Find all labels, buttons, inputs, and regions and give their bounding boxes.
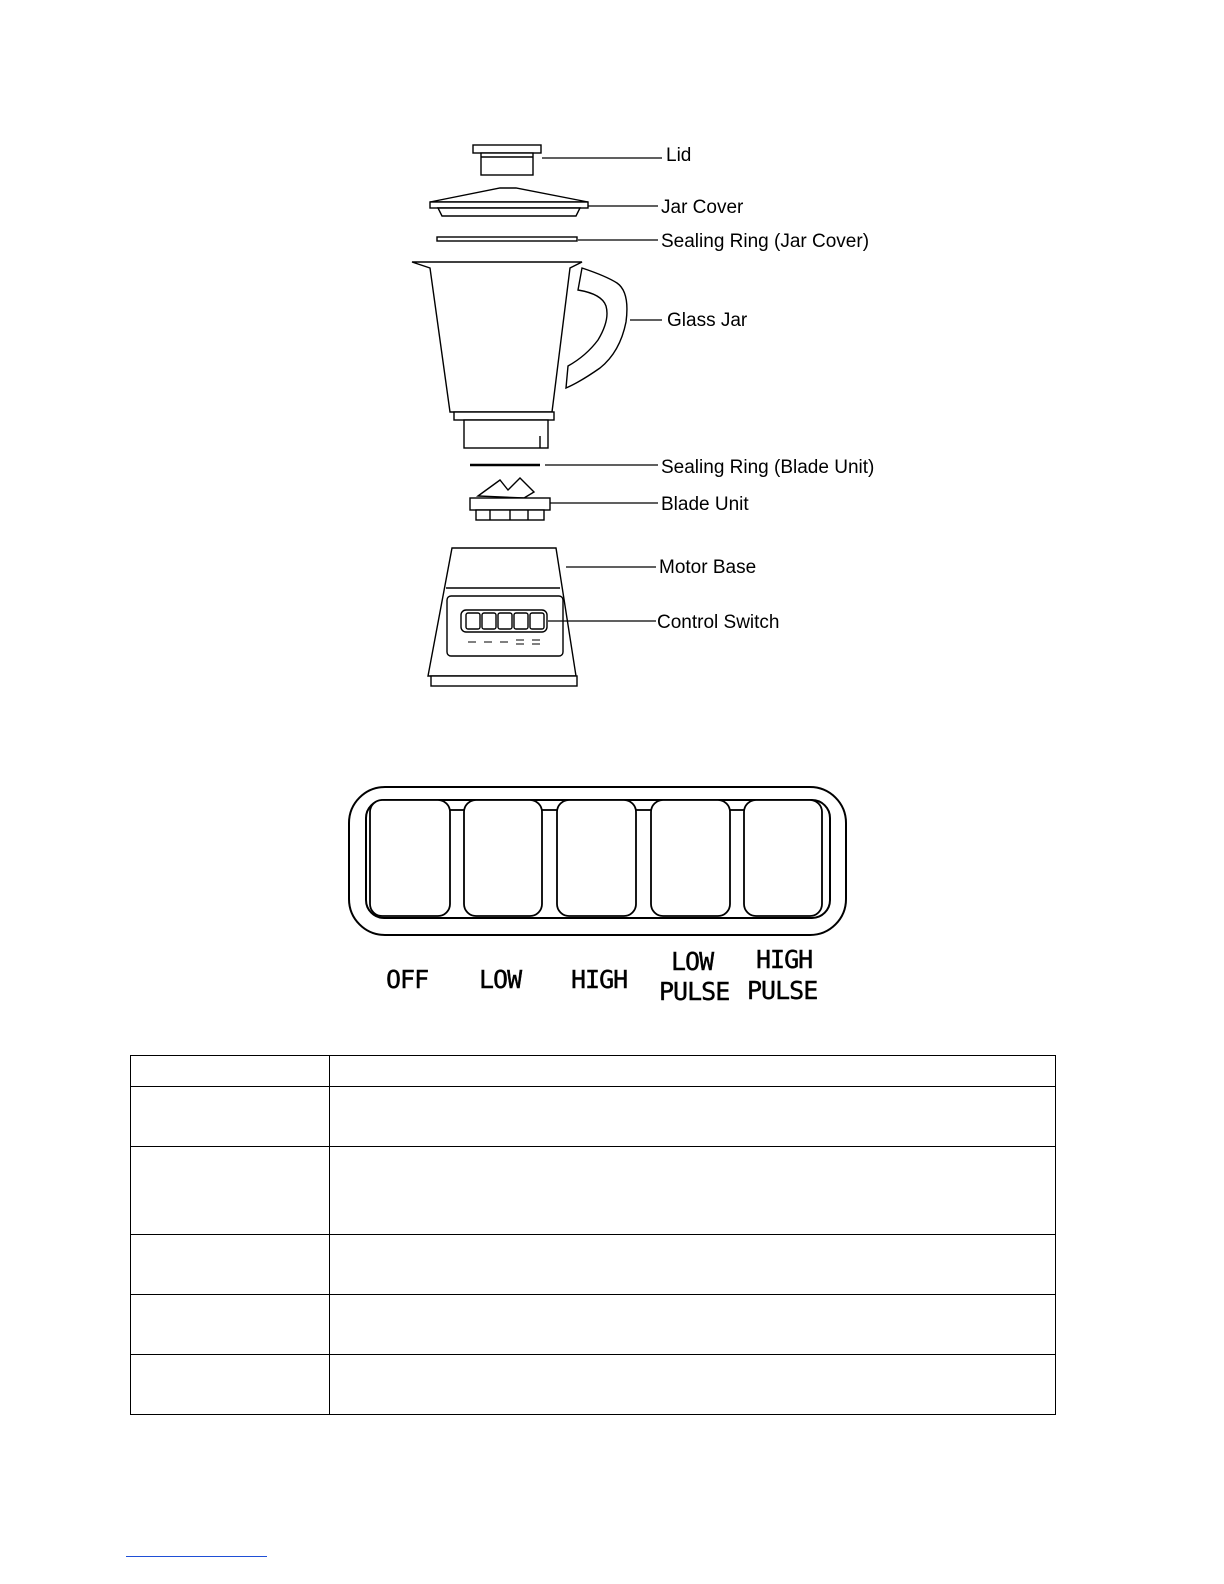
switch-buttons (370, 800, 822, 916)
table-cell (330, 1235, 1056, 1295)
blade-unit-label: Blade Unit (661, 494, 749, 515)
switch-label-high-pulse-line1: HIGH (756, 945, 813, 974)
switch-label-low-pulse-line2: PULSE (659, 977, 730, 1006)
table-cell (131, 1295, 330, 1355)
table-cell (131, 1147, 330, 1235)
switch-label-high: HIGH (571, 965, 628, 994)
sealing-ring-blade-unit-label: Sealing Ring (Blade Unit) (661, 457, 875, 478)
footer-link-underline (126, 1556, 267, 1557)
table-cell (131, 1355, 330, 1415)
motor-base-label: Motor Base (659, 557, 757, 578)
table-cell (330, 1355, 1056, 1415)
table-cell (131, 1056, 330, 1087)
table-cell (131, 1235, 330, 1295)
jar-cover-label: Jar Cover (661, 197, 744, 218)
table-row (131, 1147, 1056, 1235)
switch-label-high-pulse-line2: PULSE (747, 976, 818, 1005)
table-row (131, 1235, 1056, 1295)
glass-jar-label: Glass Jar (667, 310, 748, 331)
table-cell (330, 1295, 1056, 1355)
table-row (131, 1087, 1056, 1147)
table-row (131, 1295, 1056, 1355)
table-row (131, 1056, 1056, 1087)
settings-table (130, 1055, 1056, 1415)
switch-label-low: LOW (479, 965, 522, 994)
control-switch-label: Control Switch (657, 612, 780, 633)
lid-label: Lid (666, 145, 692, 166)
table-cell (330, 1147, 1056, 1235)
sealing-ring-jar-cover-label: Sealing Ring (Jar Cover) (661, 231, 870, 252)
table-cell (131, 1087, 330, 1147)
table-cell (330, 1087, 1056, 1147)
switch-label-off: OFF (386, 965, 429, 994)
table-row (131, 1355, 1056, 1415)
switch-label-low-pulse-line1: LOW (671, 947, 714, 976)
table-cell (330, 1056, 1056, 1087)
